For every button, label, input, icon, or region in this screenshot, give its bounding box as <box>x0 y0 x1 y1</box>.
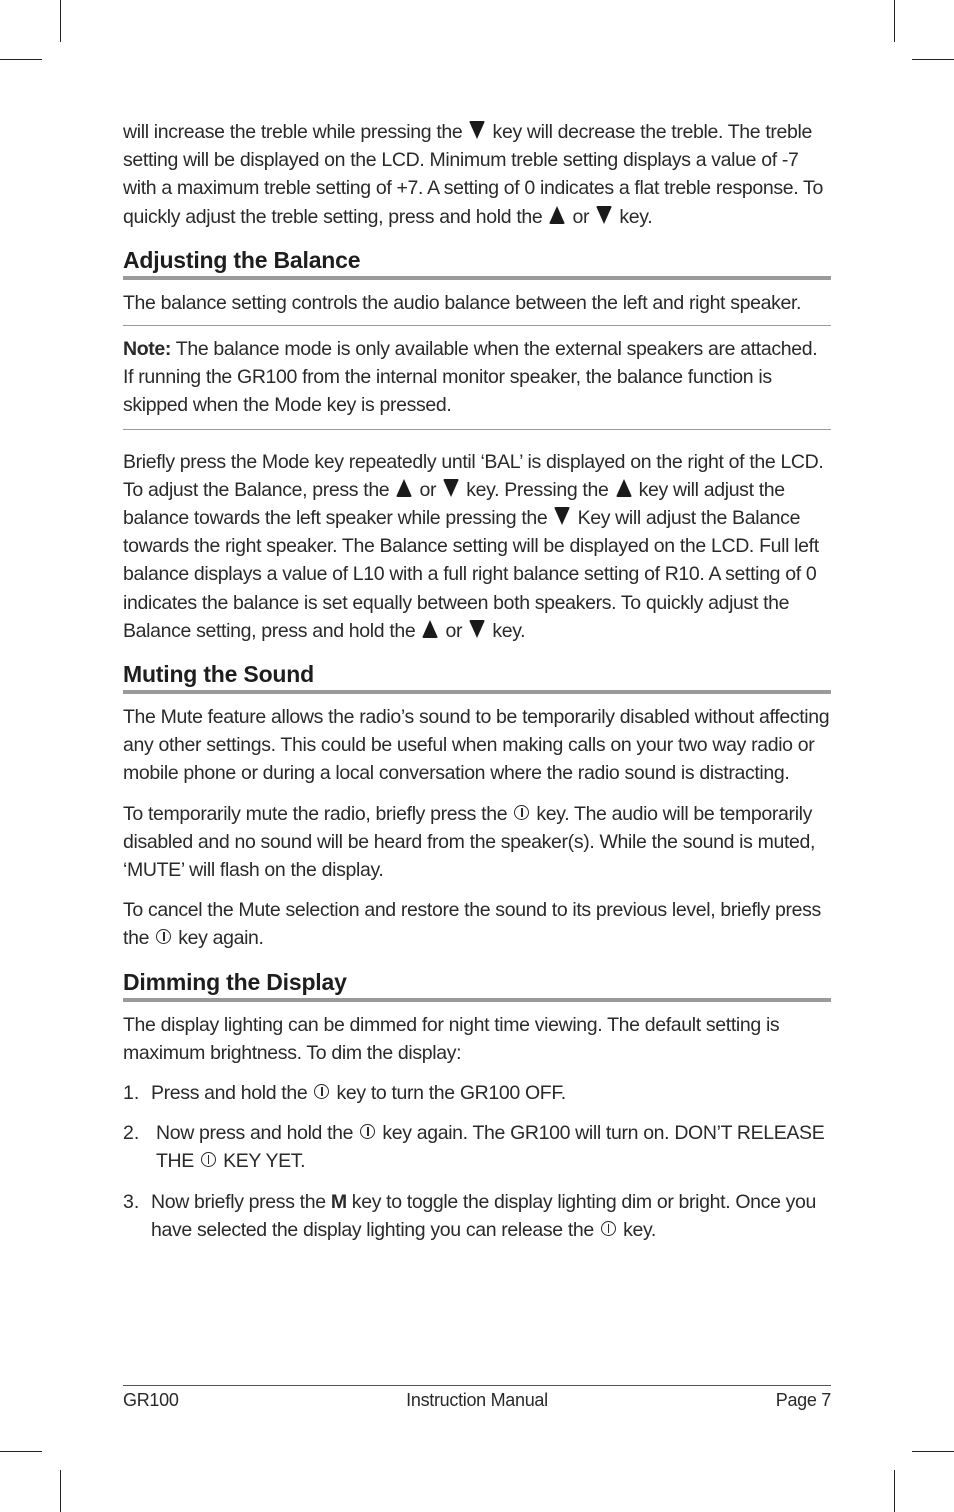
text: KEY YET. <box>223 1150 306 1173</box>
crop-mark <box>0 59 42 60</box>
text: Briefly press the Mode key repeatedly until ‘BAL’ is displayed on the right of the LCD. To adjust the Balance, press the <box>123 450 824 501</box>
text: key again. <box>178 927 264 950</box>
mute-paragraph-1: The Mute feature allows the radio’s sound to be temporarily disabled without affecting any other settings. This could be useful when making calls on your two way radio or mobile phone or during a local conversation where the radio sound is distracting. <box>123 706 830 785</box>
text: key to turn the GR100 OFF. <box>336 1082 566 1105</box>
crop-mark <box>912 1451 954 1452</box>
text: key. Pressing the <box>466 478 609 501</box>
down-arrow-key-icon <box>443 479 459 497</box>
crop-mark <box>912 59 954 60</box>
list-number: 1. <box>123 1082 140 1105</box>
page-footer <box>123 1385 831 1411</box>
text: Key will adjust the Balance towards the right speaker. The Balance setting will be displayed on the LCD. Full left balance displays a value of L10 with a full right balance setting of R10. A setting of 0 indicates the balance is set equally between both speakers. To quickly adjust the Balance setting, press and hold the <box>123 507 819 642</box>
footer-model: GR100 <box>123 1390 179 1410</box>
balance-description: The balance setting controls the audio balance between the left and right speaker. <box>123 291 802 314</box>
text: key. The audio will be temporarily disabled and no sound will be heard from the speaker(s). While the sound is muted, ‘MUTE’ will flash on the display. <box>123 802 816 882</box>
footer-title: Instruction Manual <box>406 1390 548 1410</box>
text: key to toggle the display lighting dim or bright. Once you have selected the display lighting you can release the <box>151 1190 817 1241</box>
text: will increase the treble while pressing the <box>123 121 463 143</box>
note-label: Note: <box>123 338 172 361</box>
list-text <box>151 1079 566 1107</box>
list-text <box>151 1188 831 1244</box>
footer-page-number: Page 7 <box>775 1390 831 1410</box>
down-arrow-key-icon <box>554 507 570 525</box>
text: key. <box>492 619 526 642</box>
section-heading-mute: Muting the Sound <box>123 645 831 694</box>
down-arrow-key-icon <box>596 206 612 224</box>
m-key-label: M <box>330 1190 347 1213</box>
up-arrow-key-icon <box>422 620 438 638</box>
note-paragraph <box>123 335 831 420</box>
text: To cancel the Mute selection and restore the sound to its previous level, briefly press the <box>123 899 821 950</box>
power-key-icon <box>601 1221 616 1236</box>
note-text: The balance mode is only available when the external speakers are attached. If running the GR100 from the internal monitor speaker, the balance function is skipped when the Mode key is pressed. <box>123 338 818 417</box>
list-item <box>123 1079 831 1107</box>
crop-mark <box>894 0 895 42</box>
down-arrow-key-icon <box>469 620 485 638</box>
list-item <box>123 1119 831 1175</box>
up-arrow-key-icon <box>549 206 565 224</box>
text: or <box>419 478 437 501</box>
power-key-icon <box>314 1084 329 1099</box>
list-number: 3. <box>123 1190 140 1213</box>
list-item <box>123 1188 831 1244</box>
text: or <box>572 205 590 228</box>
crop-mark <box>60 0 61 42</box>
text: key will decrease the treble. The treble setting will be displayed on the LCD. Minimum treble setting displays a value of -7 with a maximum treble setting of +7. A setting of 0 indicates a flat treble response. To quickly adjust the treble setting, press and hold the <box>123 121 823 228</box>
text: key again. The GR100 will turn on. DON’T RELEASE THE <box>156 1122 825 1173</box>
balance-instructions-paragraph <box>123 448 831 645</box>
text: key. <box>623 1218 656 1241</box>
text: Press and hold the <box>151 1082 308 1105</box>
down-arrow-key-icon <box>469 121 485 139</box>
power-key-icon <box>360 1124 375 1139</box>
text: key will adjust the balance towards the left speaker while pressing the <box>123 478 785 530</box>
note-box <box>123 325 831 430</box>
list-number: 2. <box>123 1122 140 1145</box>
text: Now briefly press the <box>151 1190 326 1213</box>
text: To temporarily mute the radio, briefly press the <box>123 802 508 825</box>
crop-mark <box>0 1451 42 1452</box>
up-arrow-key-icon <box>616 479 632 497</box>
text: Now press and hold the <box>156 1122 354 1145</box>
mute-paragraph-2 <box>123 800 831 885</box>
crop-mark <box>894 1470 895 1512</box>
page-content <box>123 118 831 1244</box>
text: or <box>445 619 463 642</box>
list-text <box>156 1119 831 1175</box>
power-key-icon <box>514 805 529 820</box>
power-key-icon <box>156 929 171 944</box>
up-arrow-key-icon <box>396 479 412 497</box>
dimming-paragraph: The display lighting can be dimmed for night time viewing. The default setting is maximum brightness. To dim the display: <box>123 1013 780 1064</box>
crop-mark <box>60 1470 61 1512</box>
section-heading-balance: Adjusting the Balance <box>123 231 831 280</box>
section-heading-dimming: Dimming the Display <box>123 953 831 1002</box>
mute-paragraph-3 <box>123 896 831 952</box>
power-key-icon <box>201 1152 216 1167</box>
treble-intro-paragraph <box>123 118 831 231</box>
text: key. <box>619 205 653 228</box>
